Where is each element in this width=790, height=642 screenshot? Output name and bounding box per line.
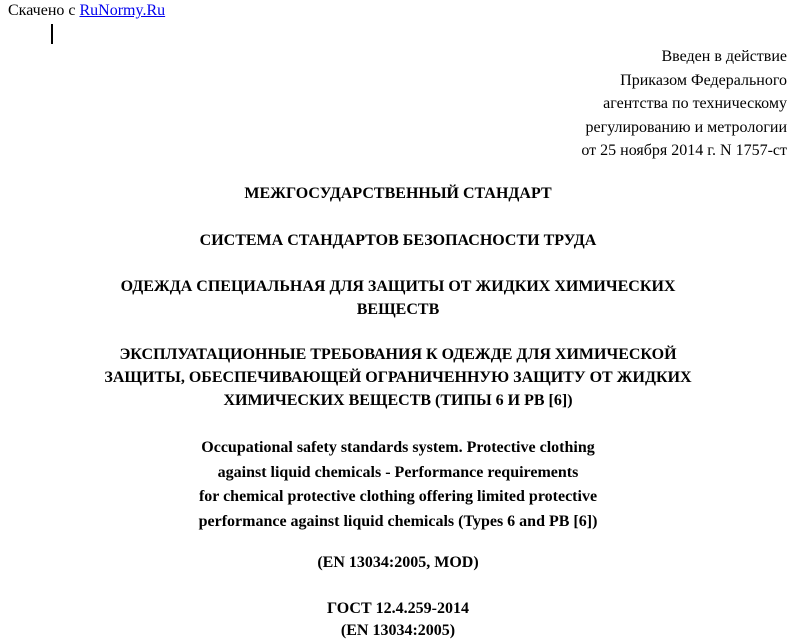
download-source-line [8, 1, 165, 21]
enactment-line: агентства по техническому [603, 95, 787, 112]
safety-system-heading [0, 229, 790, 252]
interstate-standard-heading [0, 182, 790, 205]
english-title [0, 436, 790, 534]
heading-line: ВЕЩЕСТВ [356, 301, 440, 318]
enactment-line: от 25 ноября 2014 г. N 1757-ст [581, 142, 787, 159]
heading-line: ЗАЩИТЫ, ОБЕСПЕЧИВАЮЩЕЙ ОГРАНИЧЕННУЮ ЗАЩИТУ ОТ ЖИДКИХ [104, 369, 692, 386]
en-reference [0, 551, 790, 574]
text-cursor [51, 24, 53, 44]
enactment-line: Введен в действие [661, 48, 787, 65]
gost-designation [0, 598, 790, 642]
download-source-prefix: Скачено с [8, 2, 80, 19]
english-title-line: for chemical protective clothing offering limited protective [198, 488, 598, 505]
english-title-line: Occupational safety standards system. Protective clothing [201, 439, 595, 456]
heading-line: ОДЕЖДА СПЕЦИАЛЬНАЯ ДЛЯ ЗАЩИТЫ ОТ ЖИДКИХ ХИМИЧЕСКИХ [120, 278, 676, 295]
enactment-line: Приказом Федерального [620, 71, 787, 89]
heading-line: СИСТЕМА СТАНДАРТОВ БЕЗОПАСНОСТИ ТРУДА [199, 232, 597, 249]
special-clothing-heading [0, 275, 790, 321]
heading-line: ЭКСПЛУАТАЦИОННЫЕ ТРЕБОВАНИЯ К ОДЕЖДЕ ДЛЯ ХИМИЧЕСКОЙ [119, 346, 677, 363]
english-title-line: performance against liquid chemicals (Types 6 and PB [6]) [198, 512, 598, 530]
gost-number: ГОСТ 12.4.259-2014 [327, 600, 469, 617]
performance-requirements-heading [0, 343, 790, 412]
english-title-line: against liquid chemicals - Performance requirements [217, 463, 579, 481]
heading-line: МЕЖГОСУДАРСТВЕННЫЙ СТАНДАРТ [244, 185, 552, 202]
enactment-note [581, 45, 787, 163]
en-reference-line: (EN 13034:2005, MOD) [317, 554, 479, 571]
runormy-link[interactable]: RuNormy.Ru [79, 2, 166, 19]
heading-line: ХИМИЧЕСКИХ ВЕЩЕСТВ (ТИПЫ 6 И PB [6]) [223, 392, 573, 409]
gost-en-equivalent: (EN 13034:2005) [340, 622, 456, 639]
enactment-line: регулированию и метрологии [585, 118, 787, 136]
